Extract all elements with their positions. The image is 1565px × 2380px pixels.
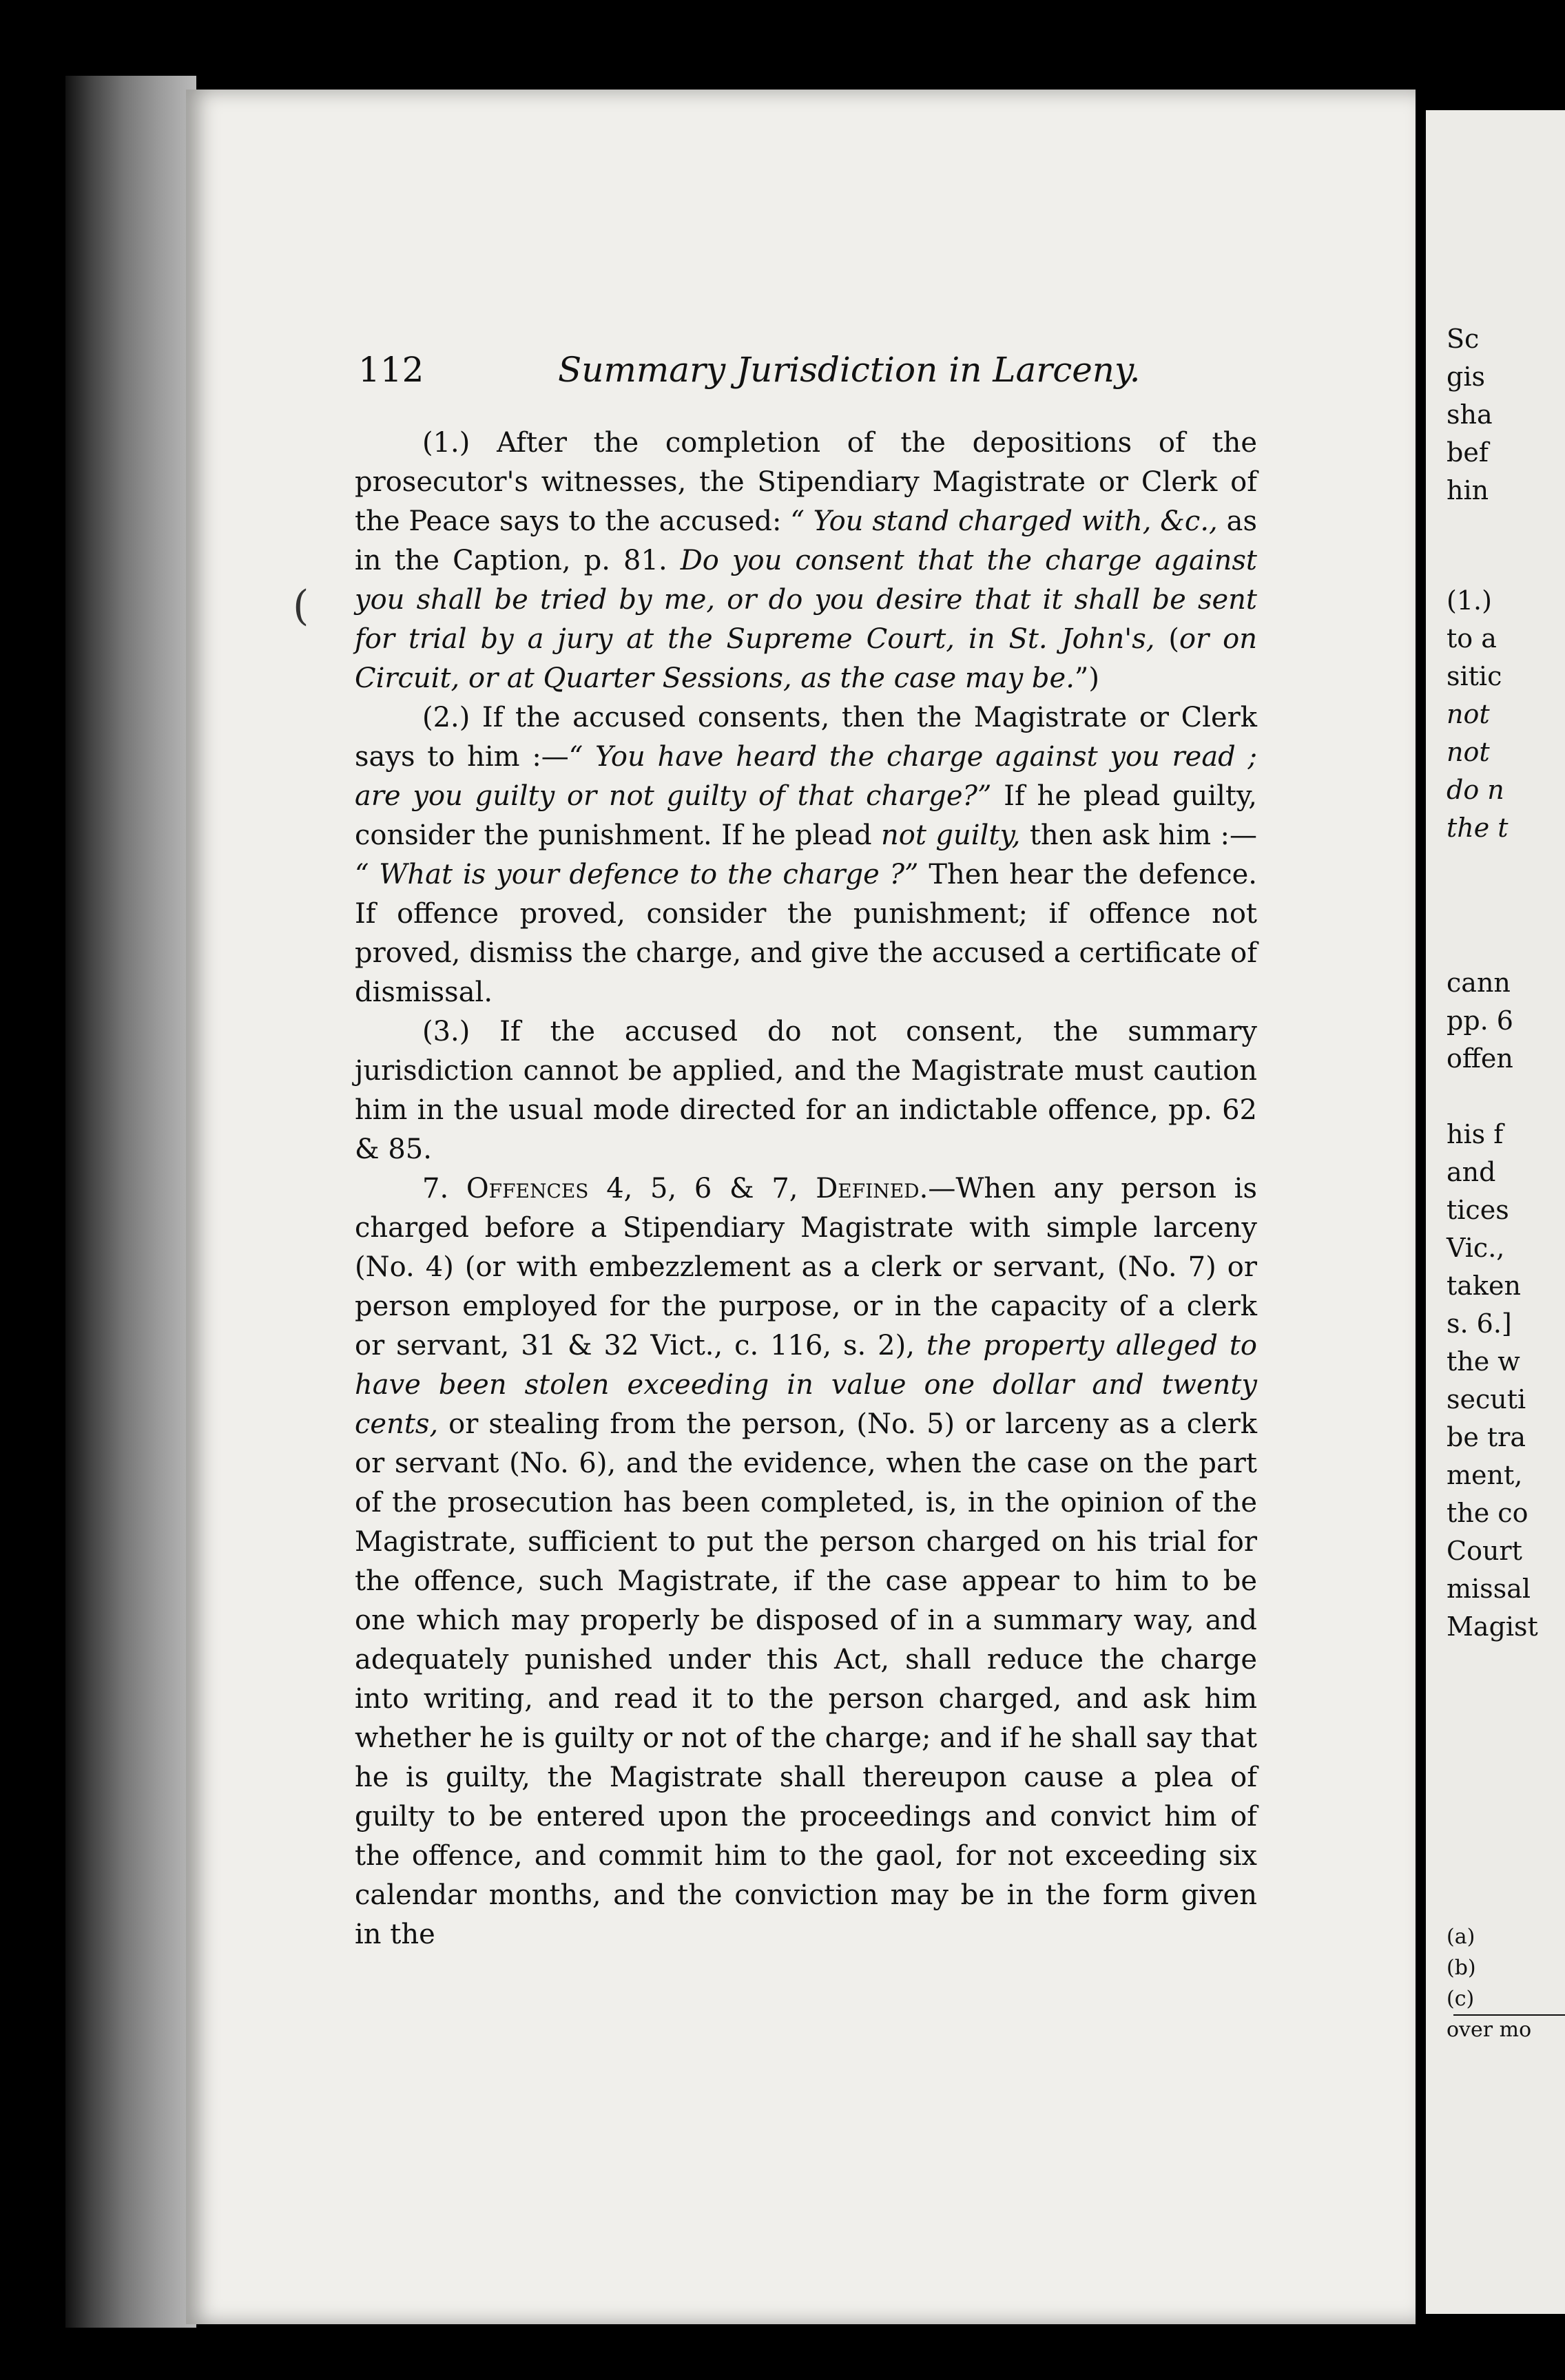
page-body <box>355 424 1257 1954</box>
paragraph-1 <box>355 424 1257 698</box>
p2-text-e: then ask him :— <box>1020 820 1258 851</box>
right-page-line: the co <box>1447 1498 1528 1528</box>
right-page-line: pp. 6 <box>1447 1005 1513 1036</box>
p4-text-a: 7. <box>422 1173 466 1204</box>
page-right-fragment <box>1426 110 1565 2314</box>
book-edge <box>65 76 196 2328</box>
right-page-line: Magist <box>1447 1611 1538 1642</box>
right-page-line: over mo <box>1447 2018 1532 2042</box>
right-page-line: (c) <box>1447 1987 1475 2011</box>
p2-text-a: (2.) If the accused consents, then the Magistrate or Clerk says to him :— <box>355 702 1257 773</box>
p2-text-f: “ What is your defence to the charge ?” <box>355 859 919 890</box>
p4-text-f: the property alleged to have been stolen exceeding in value one dollar and twenty cents, <box>355 1330 1257 1440</box>
p1-text-b: “ You stand charged with, &c., <box>790 505 1218 537</box>
right-page-line: the t <box>1447 813 1509 843</box>
right-page-line: not <box>1447 737 1490 767</box>
paragraph-2 <box>355 698 1257 1012</box>
running-title: Summary Jurisdiction in Larceny. <box>558 350 1141 390</box>
p1-text-f: or on Circuit, or at Quarter Sessions, as the case may be. <box>355 623 1257 694</box>
right-page-line: Vic., <box>1447 1233 1505 1263</box>
right-page-line: sha <box>1447 399 1493 430</box>
right-page-line: (1.) <box>1447 585 1492 616</box>
right-page-line: secuti <box>1447 1384 1526 1415</box>
p2-text-b: “ You have heard the charge against you read ; are you guilty or not guilty of that charge?” <box>355 741 1257 812</box>
right-page-line: tices <box>1447 1195 1509 1225</box>
p1-text-g: ”) <box>1074 662 1099 694</box>
right-page-line: Court <box>1447 1536 1522 1566</box>
paragraph-4 <box>355 1169 1257 1954</box>
p1-text-c: as in the Caption, p. 81. <box>355 505 1257 576</box>
right-page-line: to a <box>1447 623 1497 654</box>
right-page-line: cann <box>1447 968 1511 998</box>
right-page-line: gis <box>1447 362 1485 392</box>
right-page-line: not <box>1447 699 1490 729</box>
p1-text-a: (1.) After the completion of the depositions of the prosecutor's witnesses, the Stipendiary Magistrate or Clerk of the Peace says to the accused: <box>355 427 1257 537</box>
right-page-line: taken <box>1447 1271 1521 1301</box>
right-page-line: sitic <box>1447 661 1502 691</box>
p4-text-c: 4, 5, 6 & 7, <box>588 1173 816 1204</box>
right-page-line: do n <box>1447 775 1504 805</box>
right-page-line: bef <box>1447 437 1489 468</box>
p1-text-e: ( <box>1154 623 1180 655</box>
p1-text-d: Do you consent that the charge against you shall be tried by me, or do you desire that it shall be sent for trial by a jury at the Supreme Court, in St. John's, <box>355 545 1258 655</box>
p4-heading-offences: Offences <box>466 1173 589 1204</box>
right-page-line: hin <box>1447 475 1489 505</box>
right-page-line: ment, <box>1447 1460 1523 1490</box>
footnote-rule <box>1453 2014 1565 2016</box>
right-page-line: (a) <box>1447 1925 1475 1949</box>
right-page-line: Sc <box>1447 324 1480 354</box>
right-page-line: his f <box>1447 1119 1504 1149</box>
page-number: 112 <box>358 350 424 390</box>
right-page-line: and <box>1447 1157 1496 1187</box>
paragraph-3: (3.) If the accused do not consent, the summary jurisdiction cannot be applied, and the Magistrate must caution him in the usual mode directed for an indictable offence, pp. 62 & 85. <box>355 1016 1257 1165</box>
right-page-line: be tra <box>1447 1422 1526 1452</box>
right-page-line: offen <box>1447 1043 1513 1074</box>
right-page-line: the w <box>1447 1346 1520 1377</box>
p4-text-e: —When any person is charged before a Stipendiary Magistrate with simple larceny (No. 4) (or with embezzlement as a clerk or servant, (No. 7) or person employed for the purpose, or in the capacity of a clerk or servant, 31 & 32 Vict., c. 116, s. 2), <box>355 1173 1257 1361</box>
p2-text-d: not guilty, <box>881 820 1021 851</box>
p2-text-g: Then hear the defence. If offence proved, consider the punishment; if offence not proved, dismiss the charge, and give the accused a certificate of dismissal. <box>355 859 1257 1008</box>
p4-heading-defined: Defined. <box>816 1173 929 1204</box>
handwritten-mark: ( <box>293 582 309 630</box>
p4-text-g: or stealing from the person, (No. 5) or larceny as a clerk or servant (No. 6), and the evidence, when the case on the part of the prosecution has been completed, is, in the opinion of the Magistrate, sufficient to put the person charged on his trial for the offence, such Magistrate, if the case appear to him to be one which may properly be disposed of in a summary way, and adequately punished under this Act, shall reduce the charge into writing, and read it to the person charged, and ask him whether he is guilty or not of the charge; and if he shall say that he is guilty, the Magistrate shall thereupon cause a plea of guilty to be entered upon the proceedings and convict him of the offence, and commit him to the gaol, for not exceeding six calendar months, and the conviction may be in the form given in the <box>355 1408 1257 1950</box>
right-page-line: s. 6.] <box>1447 1308 1512 1339</box>
p2-text-c: If he plead guilty, consider the punishment. If he plead <box>355 780 1257 851</box>
right-page-line: (b) <box>1447 1956 1476 1980</box>
right-page-line: missal <box>1447 1574 1531 1604</box>
